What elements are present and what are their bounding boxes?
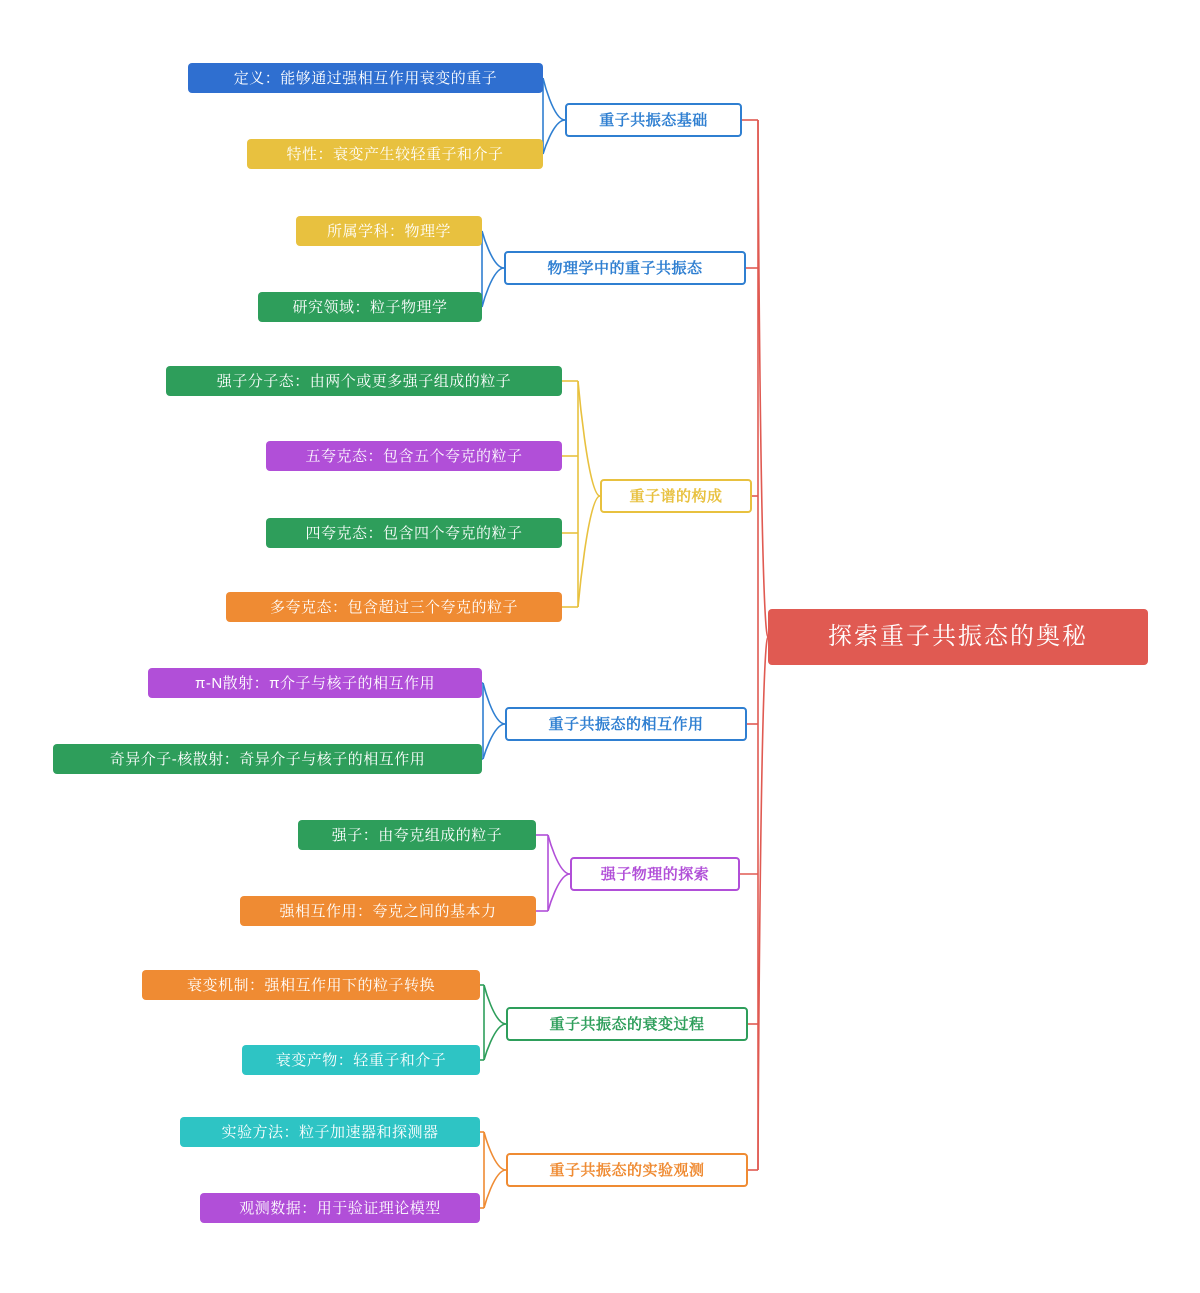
branch-node-6-label: 重子共振态的实验观测	[549, 1161, 705, 1179]
leaf-node-1-0-label: 所属学科：物理学	[326, 222, 451, 240]
branch-node-1[interactable]	[504, 251, 746, 285]
leaf-node-6-1[interactable]	[200, 1193, 480, 1223]
leaf-node-1-1-label: 研究领域：粒子物理学	[292, 298, 448, 316]
leaf-node-2-1-label: 五夸克态：包含五个夸克的粒子	[305, 447, 523, 465]
leaf-node-1-0[interactable]	[296, 216, 482, 246]
leaf-node-0-0-label: 定义：能够通过强相互作用衰变的重子	[233, 69, 498, 87]
branch-node-4-label: 强子物理的探索	[600, 865, 710, 883]
leaf-node-6-0-label: 实验方法：粒子加速器和探测器	[221, 1123, 439, 1141]
leaf-node-0-1-label: 特性：衰变产生较轻重子和介子	[286, 145, 504, 163]
branch-node-3-label: 重子共振态的相互作用	[548, 715, 704, 733]
leaf-node-4-1[interactable]	[240, 896, 536, 926]
leaf-node-5-0[interactable]	[142, 970, 480, 1000]
leaf-node-4-0-label: 强子：由夸克组成的粒子	[331, 826, 503, 844]
root-node[interactable]	[768, 609, 1148, 665]
branch-node-2[interactable]	[600, 479, 752, 513]
leaf-node-2-0-label: 强子分子态：由两个或更多强子组成的粒子	[216, 372, 512, 390]
leaf-node-3-1-label: 奇异介子-核散射：奇异介子与核子的相互作用	[109, 750, 426, 768]
leaf-node-2-1[interactable]	[266, 441, 562, 471]
leaf-node-3-0-label: π-N散射：π介子与核子的相互作用	[194, 674, 436, 692]
leaf-node-3-0[interactable]	[148, 668, 482, 698]
leaf-node-5-1-label: 衰变产物：轻重子和介子	[275, 1051, 447, 1069]
leaf-node-5-0-label: 衰变机制：强相互作用下的粒子转换	[186, 976, 435, 994]
leaf-node-2-3-label: 多夸克态：包含超过三个夸克的粒子	[269, 598, 518, 616]
leaf-node-6-0[interactable]	[180, 1117, 480, 1147]
leaf-node-3-1[interactable]	[53, 744, 482, 774]
branch-node-5[interactable]	[506, 1007, 748, 1041]
branch-node-6[interactable]	[506, 1153, 748, 1187]
leaf-node-1-1[interactable]	[258, 292, 482, 322]
leaf-node-2-2-label: 四夸克态：包含四个夸克的粒子	[305, 524, 523, 542]
leaf-node-4-0[interactable]	[298, 820, 536, 850]
leaf-node-0-0[interactable]	[188, 63, 543, 93]
leaf-node-2-0[interactable]	[166, 366, 562, 396]
root-node-label: 探索重子共振态的奥秘	[828, 623, 1088, 650]
branch-node-2-label: 重子谱的构成	[629, 487, 723, 505]
branch-node-0-label: 重子共振态基础	[599, 111, 708, 129]
branch-node-0[interactable]	[565, 103, 742, 137]
branch-node-1-label: 物理学中的重子共振态	[547, 259, 703, 277]
leaf-node-5-1[interactable]	[242, 1045, 480, 1075]
leaf-node-0-1[interactable]	[247, 139, 543, 169]
leaf-node-4-1-label: 强相互作用：夸克之间的基本力	[279, 902, 497, 920]
leaf-node-2-3[interactable]	[226, 592, 562, 622]
branch-node-4[interactable]	[570, 857, 740, 891]
leaf-node-6-1-label: 观测数据：用于验证理论模型	[239, 1199, 441, 1217]
branch-node-5-label: 重子共振态的衰变过程	[549, 1015, 705, 1033]
leaf-node-2-2[interactable]	[266, 518, 562, 548]
branch-node-3[interactable]	[505, 707, 747, 741]
